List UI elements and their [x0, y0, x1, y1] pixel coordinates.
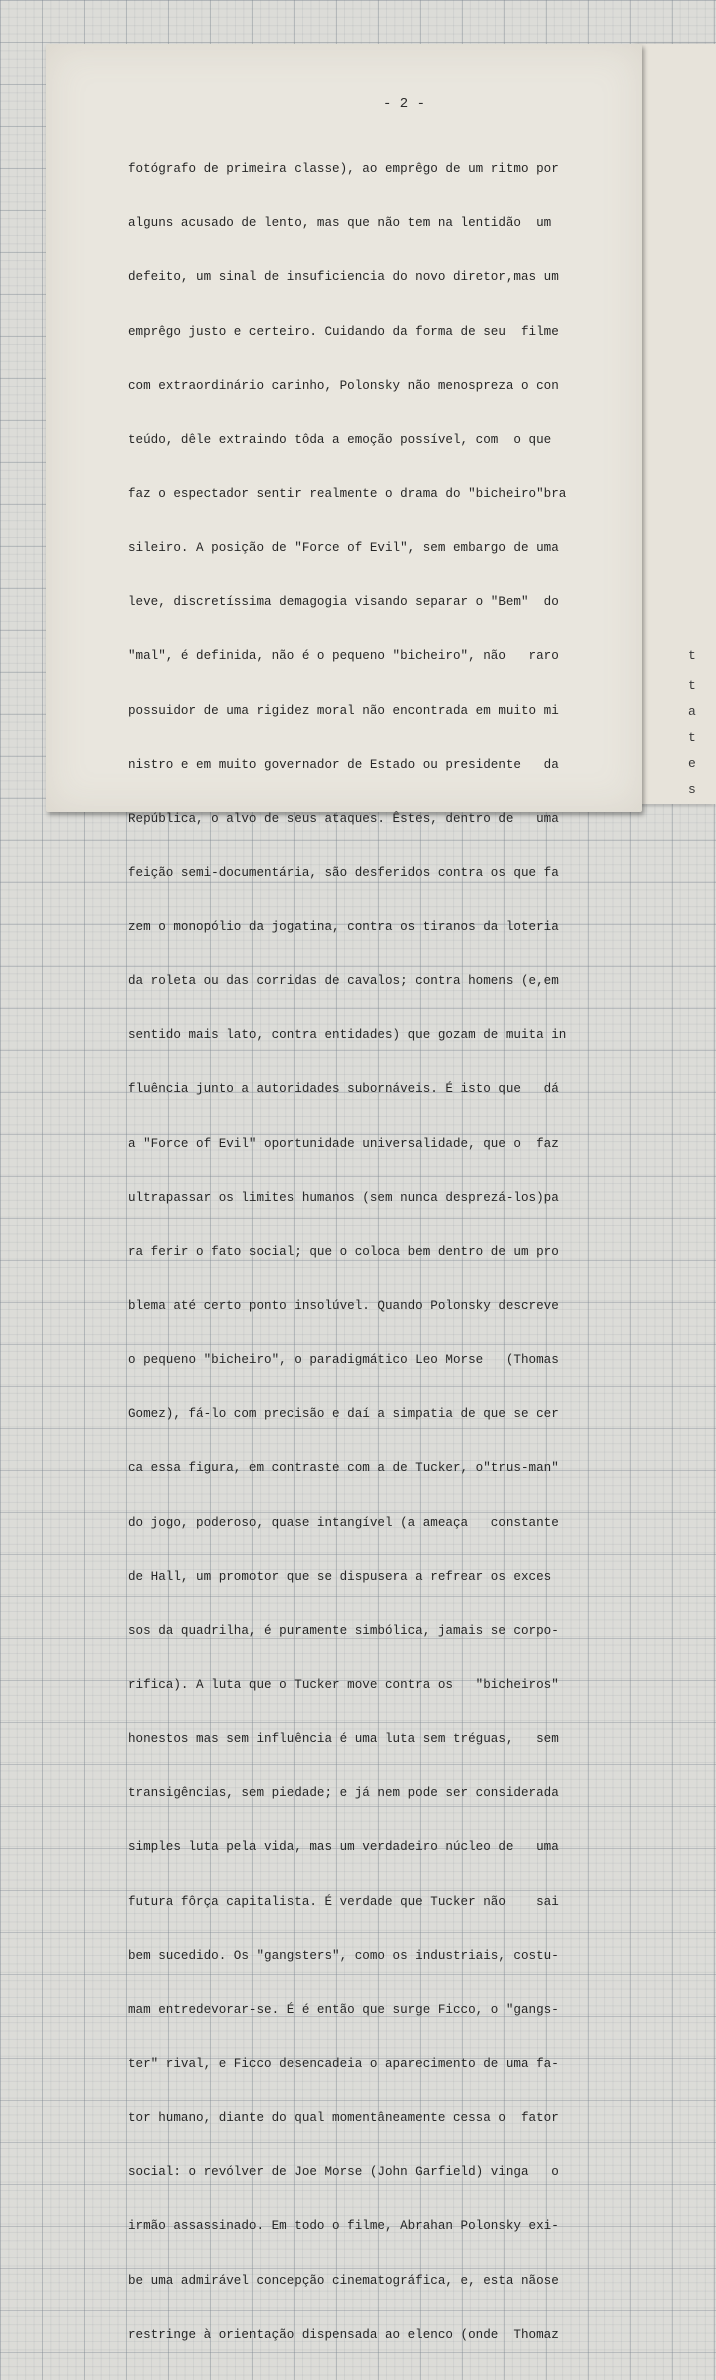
- body-text: [128, 124, 598, 2380]
- text-line: do jogo, poderoso, quase intangível (a ameaça constante: [128, 1515, 559, 1530]
- text-line: ter" rival, e Ficco desencadeia o aparecimento de uma fa-: [128, 2057, 559, 2072]
- text-line: República, o alvo de seus ataques. Êstes, dentro de uma: [128, 811, 559, 826]
- text-line: defeito, um sinal de insuficiencia do novo diretor,mas um: [128, 270, 559, 285]
- text-line: nistro e em muito governador de Estado ou presidente da: [128, 757, 559, 772]
- text-line: Gomez), fá-lo com precisão e daí a simpatia de que se cer: [128, 1407, 559, 1422]
- text-line: transigências, sem piedade; e já nem pode ser considerada: [128, 1786, 559, 1801]
- text-line: feição semi-documentária, são desferidos contra os que fa: [128, 865, 559, 880]
- text-line: com extraordinário carinho, Polonsky não menospreza o con: [128, 378, 559, 393]
- text-line: leve, discretíssima demagogia visando separar o "Bem" do: [128, 595, 559, 610]
- text-line: a "Force of Evil" oportunidade universalidade, que o faz: [128, 1136, 559, 1151]
- edge-letter: t: [688, 648, 696, 663]
- edge-letter: s: [688, 782, 696, 797]
- text-line: ra ferir o fato social; que o coloca bem dentro de um pro: [128, 1244, 559, 1259]
- text-line: sentido mais lato, contra entidades) que gozam de muita in: [128, 1028, 567, 1043]
- edge-letter: a: [688, 704, 696, 719]
- text-line: de Hall, um promotor que se dispusera a refrear os exces: [128, 1569, 552, 1584]
- text-line: tor humano, diante do qual momentâneamente cessa o fator: [128, 2111, 559, 2126]
- text-line: possuidor de uma rigidez moral não encontrada em muito mi: [128, 703, 559, 718]
- text-line: o pequeno "bicheiro", o paradigmático Leo Morse (Thomas: [128, 1353, 559, 1368]
- text-line: social: o revólver de Joe Morse (John Garfield) vinga o: [128, 2165, 559, 2180]
- edge-letter: t: [688, 678, 696, 693]
- text-line: fotógrafo de primeira classe), ao emprêgo de um ritmo por: [128, 162, 559, 177]
- text-line: mam entredevorar-se. É é então que surge Ficco, o "gangs-: [128, 2002, 559, 2017]
- text-line: faz o espectador sentir realmente o drama do "bicheiro"bra: [128, 486, 567, 501]
- text-line: bem sucedido. Os "gangsters", como os industriais, costu-: [128, 1948, 559, 1963]
- text-line: futura fôrça capitalista. É verdade que Tucker não sai: [128, 1894, 559, 1909]
- next-page-edge: [636, 44, 716, 804]
- text-line: rifica). A luta que o Tucker move contra os "bicheiros": [128, 1678, 559, 1693]
- text-line: irmão assassinado. Em todo o filme, Abrahan Polonsky exi-: [128, 2219, 559, 2234]
- typewritten-page: [46, 44, 642, 2342]
- text-line: be uma admirável concepção cinematográfica, e, esta nãose: [128, 2273, 559, 2288]
- edge-letter: e: [688, 756, 696, 771]
- text-line: sos da quadrilha, é puramente simbólica, jamais se corpo-: [128, 1623, 559, 1638]
- text-line: fluência junto a autoridades subornáveis. É isto que dá: [128, 1082, 559, 1097]
- text-line: ca essa figura, em contraste com a de Tucker, o"trus-man": [128, 1461, 559, 1476]
- text-line: teúdo, dêle extraindo tôda a emoção possível, com o que: [128, 432, 552, 447]
- text-line: "mal", é definida, não é o pequeno "bicheiro", não raro: [128, 649, 559, 664]
- text-line: restringe à orientação dispensada ao elenco (onde Thomaz: [128, 2327, 559, 2342]
- text-line: honestos mas sem influência é uma luta sem tréguas, sem: [128, 1732, 559, 1747]
- text-line: ultrapassar os limites humanos (sem nunca desprezá-los)pa: [128, 1190, 559, 1205]
- text-line: da roleta ou das corridas de cavalos; contra homens (e,em: [128, 974, 559, 989]
- edge-letter: t: [688, 730, 696, 745]
- text-line: zem o monopólio da jogatina, contra os tiranos da loteria: [128, 920, 559, 935]
- text-line: alguns acusado de lento, mas que não tem na lentidão um: [128, 216, 552, 231]
- page-number: - 2 -: [382, 96, 425, 112]
- text-line: blema até certo ponto insolúvel. Quando Polonsky descreve: [128, 1299, 559, 1314]
- text-line: emprêgo justo e certeiro. Cuidando da forma de seu filme: [128, 324, 559, 339]
- text-line: sileiro. A posição de "Force of Evil", sem embargo de uma: [128, 541, 559, 556]
- text-line: simples luta pela vida, mas um verdadeiro núcleo de uma: [128, 1840, 559, 1855]
